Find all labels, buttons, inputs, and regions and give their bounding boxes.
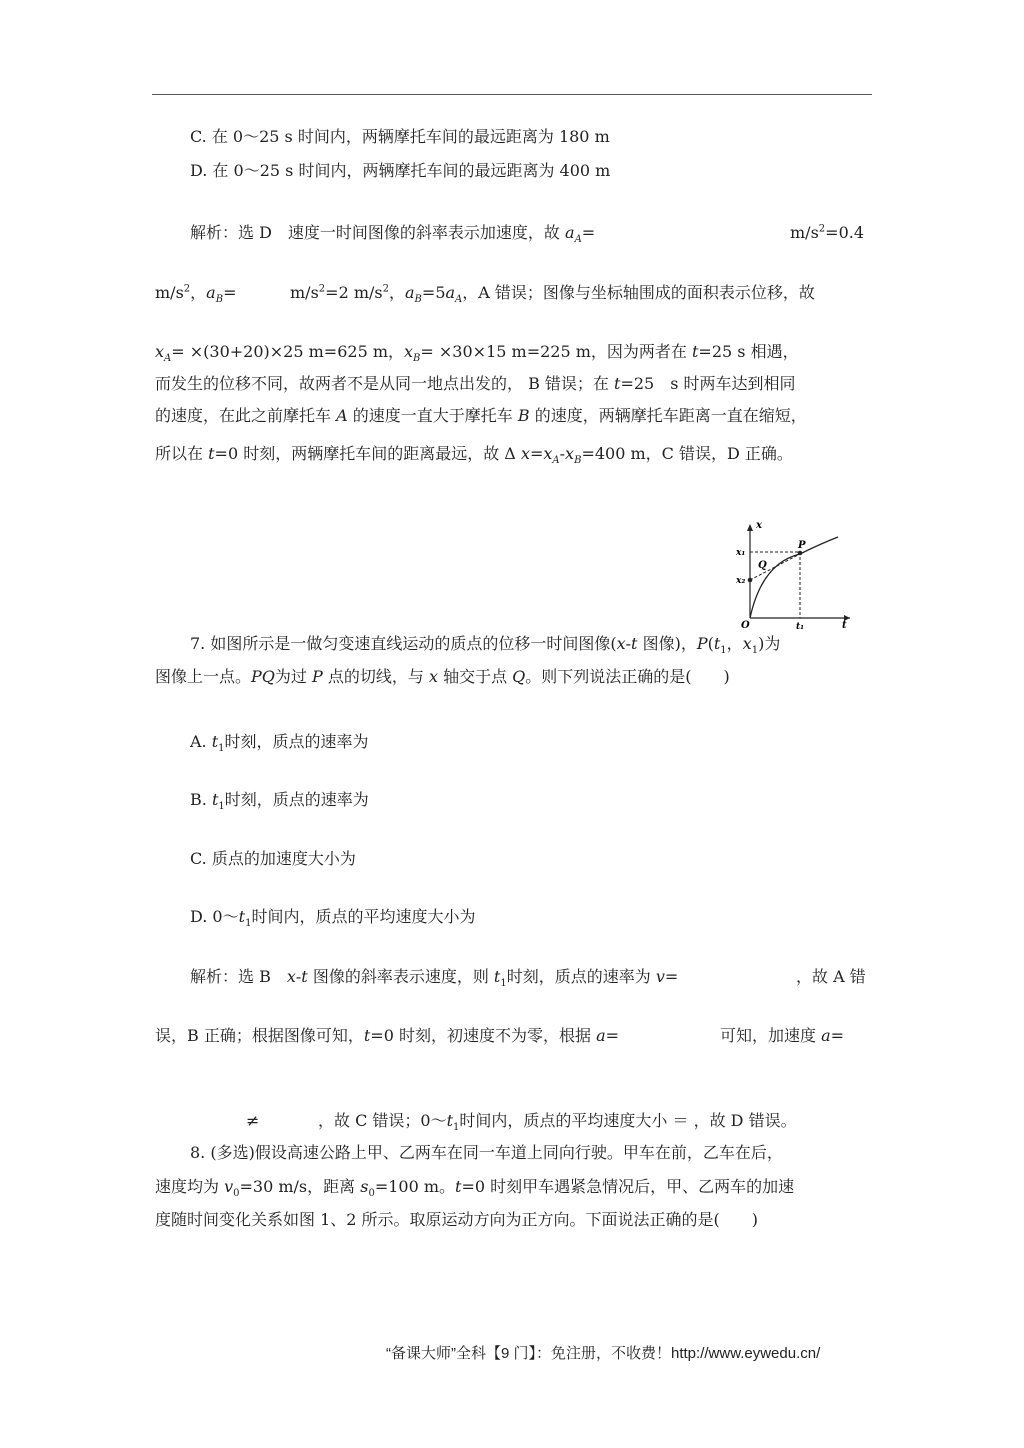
solution7-line1-right: ，故 A 错 <box>796 967 866 986</box>
question7-line1: 7. 如图所示是一做匀变速直线运动的质点的位移一时间图像(x-t 图像)，$P(t_1$，$x_1$)为 <box>190 634 781 657</box>
option-c-line: C. 在 0～25 s 时间内，两辆摩托车间的最远距离为 180 m <box>190 127 610 146</box>
x1-label: x₁ <box>736 548 746 558</box>
solution6-line2-right: $m/s^2=2$ $m/s^2$，$a_B=5a_A$，A 错误；图像与坐标轴围成的面积表示位移，故 <box>290 283 815 306</box>
solution6-line1-right: $m/s^2=0.4$ <box>790 223 865 242</box>
displacement-curve <box>750 537 838 618</box>
x-label: x <box>756 520 762 531</box>
origin-label: O <box>741 620 750 630</box>
solution6-line5: 的速度，在此之前摩托车 A 的速度一直大于摩托车 B 的速度，两辆摩托车距离一直在缩短， <box>155 406 807 425</box>
solution7-line2: 误，B 正确；根据图像可知，t=0 时刻，初速度不为零，根据 a= <box>155 1026 620 1045</box>
p-label: P <box>798 540 806 551</box>
x-t-graph <box>734 518 856 630</box>
solution6-line3: $x_A= \times(30+20)\times 25$ m=625 m，$x_B= \times 30\times 15$ m=225 m，因为两者在 t=25 s 相遇， <box>155 342 799 365</box>
question8-line1: 8. (多选)假设高速公路上甲、乙两车在同一车道上同向行驶。甲车在前，乙车在后， <box>190 1143 783 1162</box>
question8-line3: 度随时间变化关系如图 1、2 所示。取原运动方向为正方向。下面说法正确的是( ) <box>155 1210 759 1229</box>
solution6-line2: $m/s^2$，$a_B=$ <box>155 283 237 306</box>
solution6-line1: 解析：选 D 速度一时间图像的斜率表示加速度，故 $a_A=$ <box>190 223 596 246</box>
t-label: t <box>842 620 847 630</box>
solution7-line2-right: 可知，加速度 a= <box>720 1026 845 1045</box>
option-7a: A. $t_1$时刻，质点的速率为 <box>190 732 369 755</box>
option-d-line: D. 在 0～25 s 时间内，两辆摩托车间的最远距离为 400 m <box>190 161 611 180</box>
solution6-line4: 而发生的位移不同，故两者不是从同一地点出发的， B 错误；在 t=25 s 时两车达到相同 <box>155 374 796 393</box>
point-p <box>798 551 803 556</box>
point-q <box>748 578 753 583</box>
x2-label: x₂ <box>736 576 746 586</box>
option-7b: B. $t_1$时刻，质点的速率为 <box>190 790 369 813</box>
x-axis-arrow <box>747 524 753 531</box>
t1-label: t₁ <box>796 622 805 630</box>
solution7-neq: ≠ <box>246 1111 260 1130</box>
header-rule <box>152 94 872 95</box>
solution6-line6: 所以在 t=0 时刻，两辆摩托车间的距离最远，故 Δ $x=x_A-x_B=400$ m，C 错误，D 正确。 <box>155 444 793 467</box>
solution7-line1: 解析：选 B x-t 图像的斜率表示速度，则 $t_1$时刻，质点的速率为 v= <box>190 967 679 990</box>
q-label: Q <box>758 560 767 571</box>
option-7c: C. 质点的加速度大小为 <box>190 849 356 868</box>
question8-line2: 速度均为 $v_0=30$ m/s，距离 $s_0=100$ m。t=0 时刻甲车遇紧急情况后，甲、乙两车的加速 <box>155 1177 795 1200</box>
option-7d: D. $0\sim t_1$时间内，质点的平均速度大小为 <box>190 907 476 930</box>
footer-note: “备课大师”全科【9 门】：免注册，不收费！http://www.eywedu.cn/ <box>386 1345 821 1362</box>
question7-line2: 图像上一点。PQ为过 P 点的切线，与 x 轴交于点 Q。则下列说法正确的是( ) <box>155 667 730 686</box>
solution7-line3: ，故 C 错误；$0\sim t_1$时间内，质点的平均速度大小 ＝ ，故 D 错误。 <box>318 1111 797 1134</box>
